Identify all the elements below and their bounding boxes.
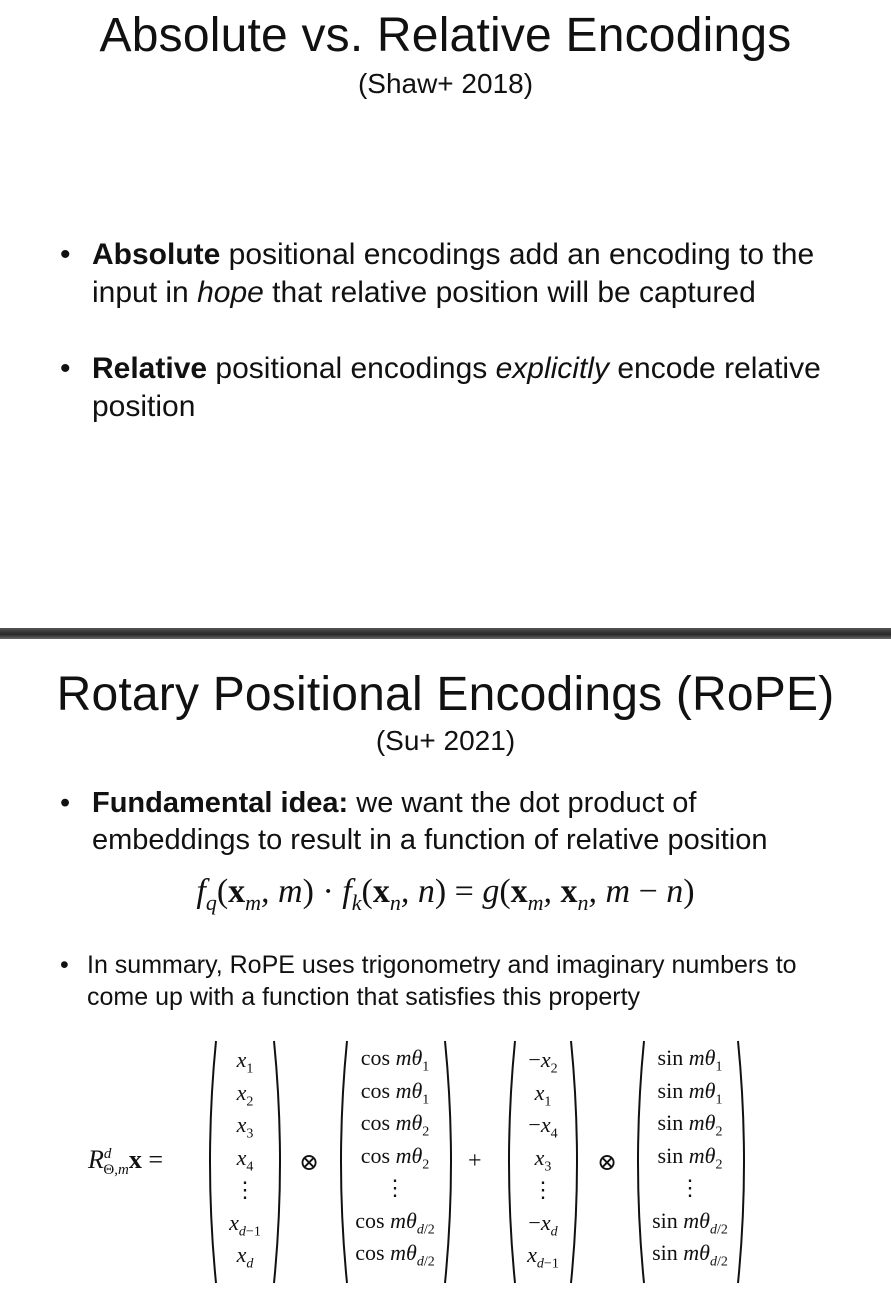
right-paren — [569, 1039, 585, 1285]
bullet-text: In summary, RoPE uses trigonometry and imaginary numbers to come up with a function that satisfies this property — [87, 951, 797, 1011]
bullet-relative — [60, 350, 840, 426]
vector-entry: $x_4$ — [236, 1144, 254, 1174]
bullet-italic: hope — [197, 276, 264, 309]
vector-entry: $\cos m\theta_2$ — [360, 1142, 430, 1172]
bullet-text: we want the dot product of embeddings to result in a function of relative position — [92, 787, 768, 856]
bullet-dot: • — [60, 951, 69, 979]
bullet-dot: • — [60, 238, 71, 271]
plus-operator: + — [468, 1148, 482, 1174]
vector-entry: $\cos m\theta_2$ — [360, 1110, 430, 1140]
bullet-italic: explicitly — [495, 352, 609, 385]
bullet-text: that relative position will be captured — [263, 276, 756, 309]
vector-entry: ⋮ — [234, 1177, 256, 1202]
vector-rotated-x — [511, 1044, 575, 1272]
dot-product-formula: $f_q(x_m$, $m) \cdot f_k(x_n$, $n) = g(x_m$, $x_n$, m − n) — [196, 873, 695, 915]
otimes-operator: ⊗ — [299, 1150, 320, 1176]
vector-entry: ⋮ — [679, 1175, 701, 1200]
bullet-list — [60, 236, 840, 426]
bullet-dot: • — [60, 352, 71, 385]
vector-entry: ⋮ — [532, 1177, 554, 1202]
vector-entry: $x_d$ — [236, 1242, 254, 1272]
bullet-bold: Absolute — [92, 238, 221, 271]
slide-absolute-vs-relative — [0, 0, 891, 628]
vector-entry: ⋮ — [384, 1175, 406, 1200]
rotation-lhs: $R^d_{\Theta,m}x$ = — [88, 1145, 163, 1179]
vector-entry: $\sin m\theta_{d/2}$ — [652, 1240, 728, 1270]
bullet-text: positional encodings — [207, 352, 496, 385]
right-paren — [736, 1039, 752, 1285]
bullet-text: encode relative position — [92, 352, 821, 423]
vector-entry: $-x_2$ — [528, 1047, 558, 1077]
bullet-text: positional encodings add an encoding to the input in — [92, 238, 815, 309]
vector-entry: $\cos m\theta_1$ — [360, 1045, 430, 1075]
bullet-bold: Fundamental idea: — [92, 787, 349, 819]
vector-entry: $x_3$ — [236, 1112, 254, 1142]
vector-entry: $\cos m\theta_1$ — [360, 1077, 430, 1107]
vector-entry: $\sin m\theta_1$ — [657, 1045, 723, 1075]
right-paren — [272, 1039, 288, 1285]
vector-entry: $\sin m\theta_2$ — [657, 1110, 723, 1140]
otimes-operator: ⊗ — [597, 1150, 618, 1176]
vector-sin — [640, 1042, 740, 1270]
vector-entry: $\sin m\theta_{d/2}$ — [652, 1207, 728, 1237]
bullet-bold: Relative — [92, 352, 208, 385]
vector-entry: $x_3$ — [534, 1144, 552, 1174]
slide-subtitle: (Su+ 2021) — [375, 725, 516, 756]
vector-entry: $\sin m\theta_2$ — [657, 1142, 723, 1172]
slide-title: Absolute vs. Relative Encodings — [99, 9, 792, 62]
vector-entry: $x_{d-1}$ — [527, 1242, 559, 1272]
vector-entry: $x_{d-1}$ — [229, 1209, 261, 1239]
bullet-absolute — [60, 236, 840, 312]
rope-matrix-equation — [0, 639, 891, 1297]
bullet-dot: • — [60, 787, 71, 819]
vector-entry: $-x_4$ — [528, 1112, 558, 1142]
slide-rope — [0, 639, 891, 1297]
vector-entry: $\cos m\theta_{d/2}$ — [355, 1240, 435, 1270]
vector-x — [212, 1044, 278, 1272]
vector-entry: $\cos m\theta_{d/2}$ — [355, 1207, 435, 1237]
vector-entry: $x_2$ — [236, 1079, 254, 1109]
vector-entry: $x_1$ — [236, 1047, 254, 1077]
vector-entry: $x_1$ — [534, 1079, 552, 1109]
slide-title: Rotary Positional Encodings (RoPE) — [56, 668, 835, 721]
slide-subtitle: (Shaw+ 2018) — [357, 68, 534, 99]
vector-entry: $\sin m\theta_1$ — [657, 1077, 723, 1107]
right-paren — [443, 1039, 459, 1285]
slide-divider — [0, 628, 891, 639]
vector-entry: $-x_d$ — [528, 1209, 558, 1239]
vector-cos — [343, 1042, 447, 1270]
